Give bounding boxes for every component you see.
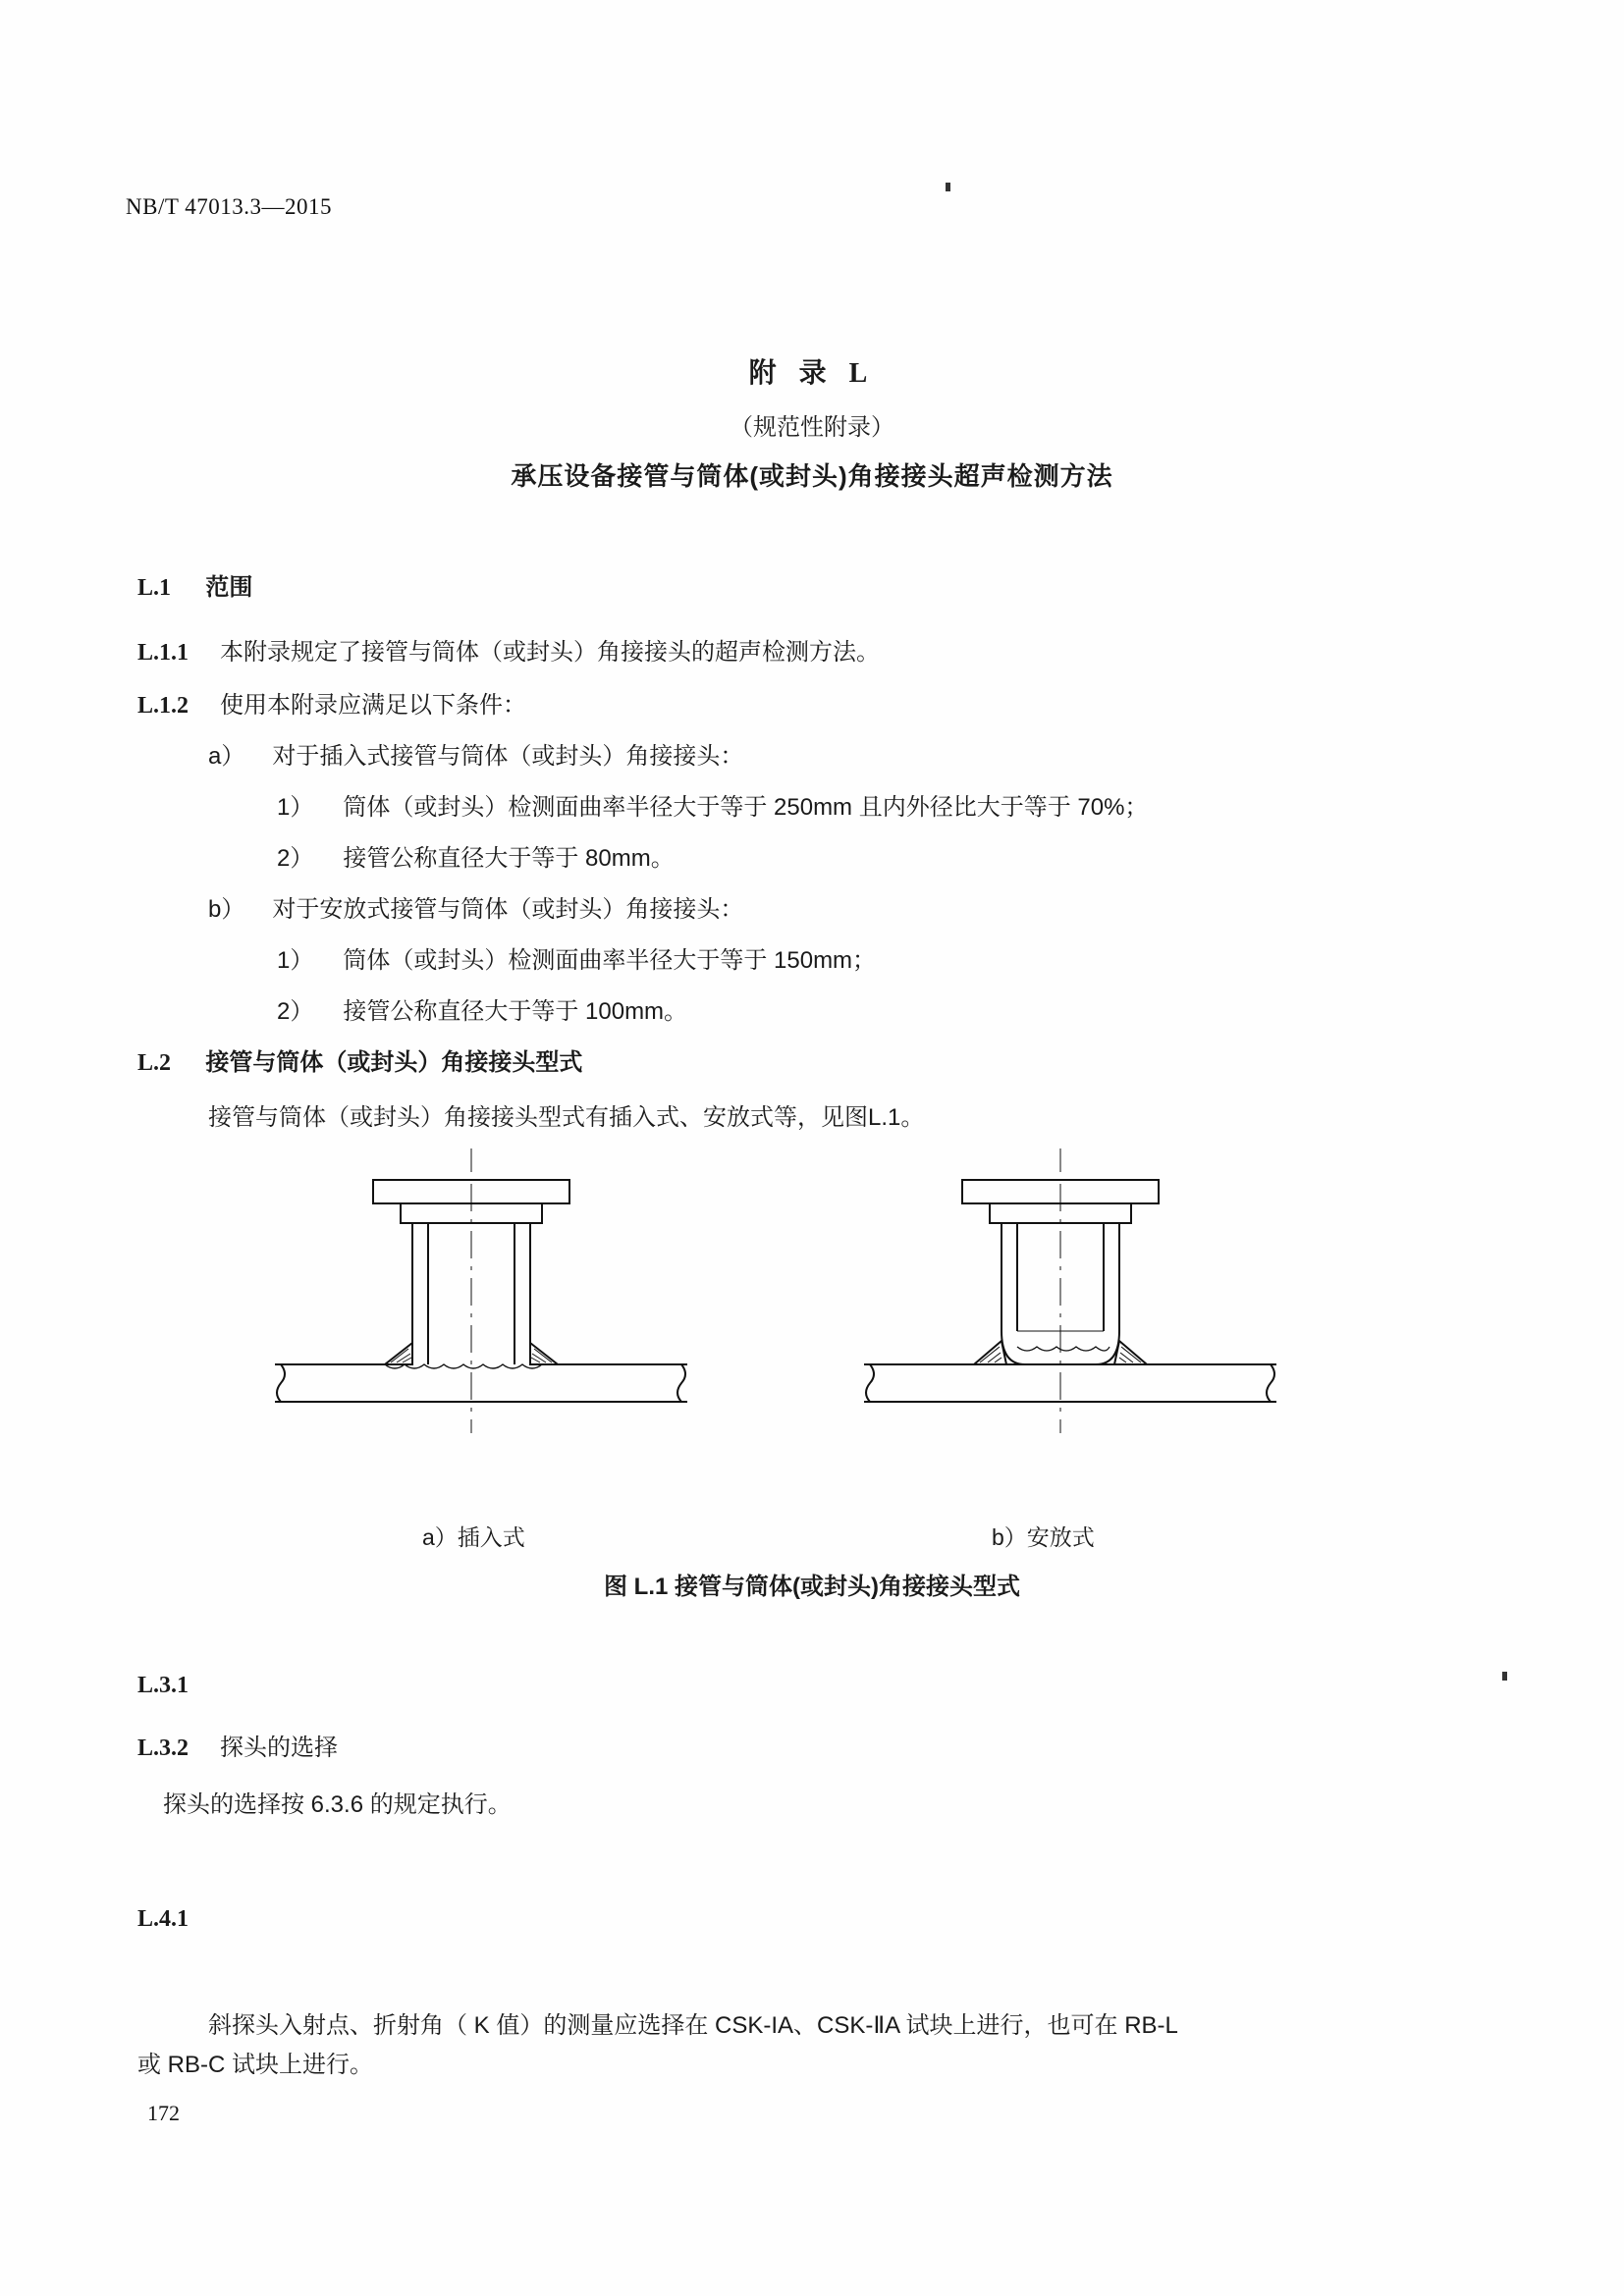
section-title-l1: 范围 (205, 574, 253, 601)
clause-number-l1-1: L.1.1 (137, 640, 189, 666)
clause-l1-2 (137, 689, 526, 722)
clause-number-l3-1: L.3.2 (137, 1735, 189, 1761)
list-text-b-2: 接管公称直径大于等于 100mm。 (343, 998, 688, 1025)
figure-sublabel-a: a）插入式 (422, 1524, 525, 1550)
appendix-subtitle: （规范性附录） (730, 414, 894, 441)
list-label-a-2: 2） (277, 845, 314, 872)
list-item-b (208, 893, 743, 927)
closing-paragraph-line2: 或 RB-C 试块上进行。 (137, 2052, 373, 2078)
list-text-a-2: 接管公称直径大于等于 80mm。 (343, 845, 675, 872)
figure-sublabel-b: b）安放式 (992, 1524, 1095, 1550)
closing-paragraph-line1: 斜探头入射点、折射角（ K 值）的测量应选择在 CSK-IA、CSK-ⅡA 试块上进行，也可在 RB-L (208, 2012, 1178, 2039)
section-number-l2: L.2 (137, 1050, 172, 1076)
clause-text-l3-2: 探头的选择按 6.3.6 的规定执行。 (163, 1791, 512, 1818)
clause-l3-1 (137, 1732, 338, 1765)
clause-l3-2 (137, 1789, 512, 1822)
section-heading-l4 (137, 1902, 217, 1936)
section-heading-l1 (137, 571, 252, 605)
list-item-a-1 (277, 791, 1148, 825)
list-item-a (208, 740, 743, 774)
side-register-mark (1502, 1672, 1507, 1681)
list-item-b-2 (277, 995, 687, 1029)
list-item-a-2 (277, 842, 675, 876)
section-heading-l2 (137, 1046, 582, 1080)
list-label-b-2: 2） (277, 998, 314, 1025)
list-label-b-1: 1） (277, 947, 314, 974)
figure-l1-drawing (275, 1139, 1375, 1531)
list-text-b: 对于安放式接管与筒体（或封头）角接接头： (272, 896, 744, 923)
clause-text-l1-1: 本附录规定了接管与筒体（或封头）角接接头的超声检测方法。 (220, 639, 881, 666)
section-heading-l3 (137, 1669, 217, 1702)
section-title-l2: 接管与筒体（或封头）角接接头型式 (205, 1049, 583, 1076)
section-number-l4: L.4.1 (137, 1906, 189, 1932)
clause-l4-1 (137, 1965, 157, 1999)
clause-text-l3-1: 探头的选择 (220, 1735, 339, 1761)
list-label-a-1: 1） (277, 794, 314, 821)
list-text-a: 对于插入式接管与筒体（或封头）角接接头： (272, 743, 744, 770)
clause-l1-1 (137, 636, 880, 669)
appendix-title: 附 录 L (748, 358, 876, 389)
page-header-standard-code: NB/T 47013.3—2015 (126, 194, 332, 219)
page-number: 172 (147, 2101, 180, 2125)
section-number-l1: L.1 (137, 575, 172, 601)
list-text-a-1: 筒体（或封头）检测面曲率半径大于等于 250mm 且内外径比大于等于 70%； (343, 794, 1149, 821)
clause-text-l1-2: 使用本附录应满足以下条件： (220, 692, 527, 719)
clause-number-l1-2: L.1.2 (137, 693, 189, 719)
paragraph-l2: 接管与筒体（或封头）角接接头型式有插入式、安放式等，见图L.1。 (208, 1104, 925, 1131)
list-item-b-1 (277, 944, 876, 978)
list-label-a: a） (208, 743, 245, 770)
list-label-b: b） (208, 896, 245, 923)
header-register-mark (946, 183, 950, 191)
appendix-name: 承压设备接管与筒体(或封头)角接接头超声检测方法 (511, 461, 1113, 491)
figure-l1 (275, 1139, 1375, 1531)
figure-caption: 图 L.1 接管与筒体(或封头)角接接头型式 (604, 1574, 1020, 1600)
section-number-l3: L.3.1 (137, 1673, 189, 1698)
list-text-b-1: 筒体（或封头）检测面曲率半径大于等于 150mm； (343, 947, 877, 974)
